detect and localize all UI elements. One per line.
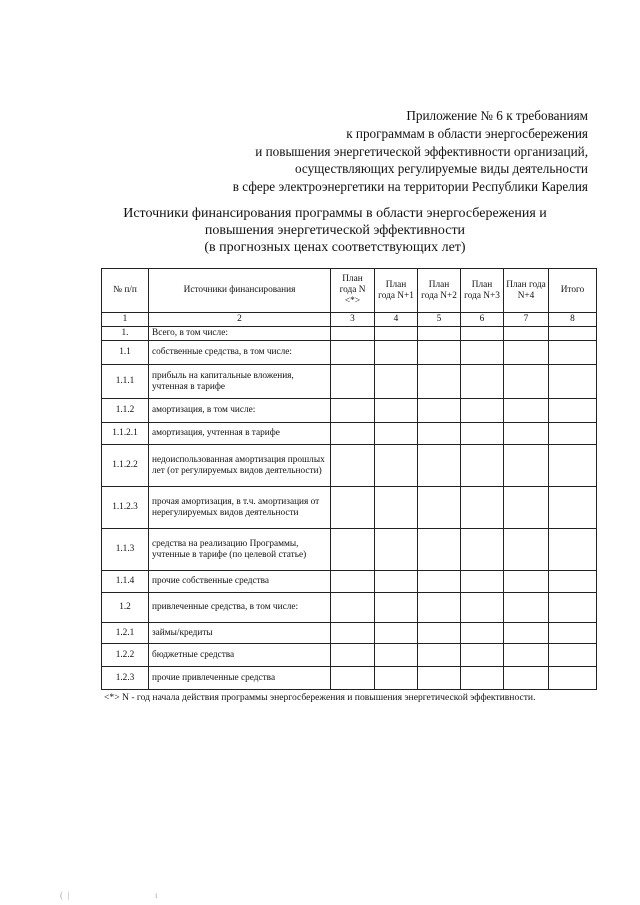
column-number: 8 (549, 313, 597, 327)
table-row (102, 445, 597, 487)
value-cell (375, 365, 418, 399)
column-number: 4 (375, 313, 418, 327)
value-cell (504, 529, 549, 571)
value-cell (331, 623, 375, 644)
value-cell (418, 445, 461, 487)
value-cell (461, 593, 504, 623)
value-cell (461, 423, 504, 445)
row-source: прочие собственные средства (149, 571, 331, 593)
title-line: Источники финансирования программы в области энергосбережения и (123, 206, 547, 221)
row-source: прочая амортизация, в т.ч. амортизация от нерегулируемых видов деятельности (149, 487, 331, 529)
value-cell (375, 623, 418, 644)
value-cell (504, 593, 549, 623)
row-source: привлеченные средства, в том числе: (149, 593, 331, 623)
table-row (102, 623, 597, 644)
appendix-line: Приложение № 6 к требованиям (406, 108, 588, 123)
value-cell (461, 399, 504, 423)
column-number: 7 (504, 313, 549, 327)
value-cell (375, 327, 418, 341)
value-cell (331, 423, 375, 445)
scan-mark: ( | (60, 890, 70, 900)
value-cell (461, 571, 504, 593)
header-cell: План года N <*> (331, 269, 375, 313)
row-source: Всего, в том числе: (149, 327, 331, 341)
column-number-row (102, 313, 597, 327)
document-title (100, 205, 570, 256)
table-row (102, 341, 597, 365)
value-cell (549, 365, 597, 399)
value-cell (418, 487, 461, 529)
value-cell (461, 644, 504, 667)
appendix-line: в сфере электроэнергетики на территории Республики Карелия (232, 179, 588, 195)
row-number: 1.2.2 (102, 644, 149, 667)
value-cell (461, 365, 504, 399)
value-cell (504, 623, 549, 644)
value-cell (504, 571, 549, 593)
value-cell (504, 423, 549, 445)
value-cell (461, 327, 504, 341)
value-cell (331, 445, 375, 487)
value-cell (331, 399, 375, 423)
value-cell (461, 623, 504, 644)
value-cell (331, 644, 375, 667)
value-cell (549, 445, 597, 487)
row-number: 1.1.2 (102, 399, 149, 423)
value-cell (331, 667, 375, 690)
table-row (102, 667, 597, 690)
table-header-row (102, 269, 597, 313)
value-cell (549, 399, 597, 423)
appendix-header (233, 107, 588, 196)
value-cell (418, 623, 461, 644)
value-cell (549, 529, 597, 571)
value-cell (549, 571, 597, 593)
value-cell (375, 593, 418, 623)
table-row (102, 327, 597, 341)
table-row (102, 644, 597, 667)
financing-table (101, 268, 597, 690)
value-cell (549, 423, 597, 445)
column-number: 6 (461, 313, 504, 327)
row-number: 1.1.2.2 (102, 445, 149, 487)
value-cell (331, 341, 375, 365)
value-cell (375, 423, 418, 445)
value-cell (549, 327, 597, 341)
row-source: недоиспользованная амортизация прошлых лет (от регулируемых видов деятельности) (149, 445, 331, 487)
row-source: собственные средства, в том числе: (149, 341, 331, 365)
table-row (102, 487, 597, 529)
value-cell (418, 667, 461, 690)
value-cell (549, 593, 597, 623)
appendix-line: осуществляющих регулируемые виды деятельности (294, 161, 588, 177)
value-cell (461, 445, 504, 487)
value-cell (504, 644, 549, 667)
row-source: займы/кредиты (149, 623, 331, 644)
value-cell (418, 529, 461, 571)
value-cell (549, 667, 597, 690)
title-line: повышения энергетической эффективности (204, 223, 466, 238)
table-row (102, 365, 597, 399)
header-cell: Итого (549, 269, 597, 313)
row-source: амортизация, в том числе: (149, 399, 331, 423)
value-cell (418, 327, 461, 341)
row-source: бюджетные средства (149, 644, 331, 667)
value-cell (375, 341, 418, 365)
column-number: 5 (418, 313, 461, 327)
value-cell (375, 667, 418, 690)
header-cell: План года N+1 (375, 269, 418, 313)
value-cell (331, 593, 375, 623)
value-cell (375, 487, 418, 529)
value-cell (331, 571, 375, 593)
value-cell (331, 365, 375, 399)
value-cell (504, 487, 549, 529)
value-cell (418, 644, 461, 667)
value-cell (331, 327, 375, 341)
value-cell (461, 529, 504, 571)
value-cell (549, 341, 597, 365)
table-row (102, 529, 597, 571)
row-source: прибыль на капитальные вложения, учтенная в тарифе (149, 365, 331, 399)
value-cell (461, 341, 504, 365)
row-number: 1.1 (102, 341, 149, 365)
column-number: 1 (102, 313, 149, 327)
header-cell: Источники финансирования (149, 269, 331, 313)
row-source: амортизация, учтенная в тарифе (149, 423, 331, 445)
column-number: 2 (149, 313, 331, 327)
table-row (102, 399, 597, 423)
value-cell (504, 399, 549, 423)
row-number: 1.1.2.3 (102, 487, 149, 529)
value-cell (375, 399, 418, 423)
title-line: (в прогнозных ценах соответствующих лет) (204, 240, 466, 255)
value-cell (504, 365, 549, 399)
row-source: средства на реализацию Программы, учтенные в тарифе (по целевой статье) (149, 529, 331, 571)
value-cell (504, 327, 549, 341)
value-cell (461, 667, 504, 690)
row-number: 1.1.2.1 (102, 423, 149, 445)
row-number: 1.1.1 (102, 365, 149, 399)
value-cell (375, 529, 418, 571)
value-cell (418, 423, 461, 445)
value-cell (504, 445, 549, 487)
value-cell (461, 487, 504, 529)
table-row (102, 571, 597, 593)
value-cell (549, 623, 597, 644)
value-cell (418, 341, 461, 365)
value-cell (418, 571, 461, 593)
value-cell (549, 487, 597, 529)
value-cell (375, 571, 418, 593)
row-number: 1.2 (102, 593, 149, 623)
value-cell (375, 445, 418, 487)
row-number: 1.2.3 (102, 667, 149, 690)
column-number: 3 (331, 313, 375, 327)
row-source: прочие привлеченные средства (149, 667, 331, 690)
row-number: 1. (102, 327, 149, 341)
header-cell: План года N+2 (418, 269, 461, 313)
footnote: <*> N - год начала действия программы энергосбережения и повышения энергетической эффективности. (104, 692, 536, 703)
appendix-line: и повышения энергетической эффективности организаций, (255, 143, 588, 159)
table-row (102, 593, 597, 623)
row-number: 1.1.4 (102, 571, 149, 593)
row-number: 1.2.1 (102, 623, 149, 644)
table-row (102, 423, 597, 445)
value-cell (418, 365, 461, 399)
value-cell (418, 593, 461, 623)
appendix-line: к программам в области энергосбережения (346, 125, 588, 141)
value-cell (331, 487, 375, 529)
header-cell: План года N+4 (504, 269, 549, 313)
value-cell (418, 399, 461, 423)
value-cell (375, 644, 418, 667)
value-cell (331, 529, 375, 571)
value-cell (504, 341, 549, 365)
header-cell: План года N+3 (461, 269, 504, 313)
row-number: 1.1.3 (102, 529, 149, 571)
value-cell (504, 667, 549, 690)
value-cell (549, 644, 597, 667)
header-cell: № п/п (102, 269, 149, 313)
scan-mark: ι (155, 890, 158, 900)
